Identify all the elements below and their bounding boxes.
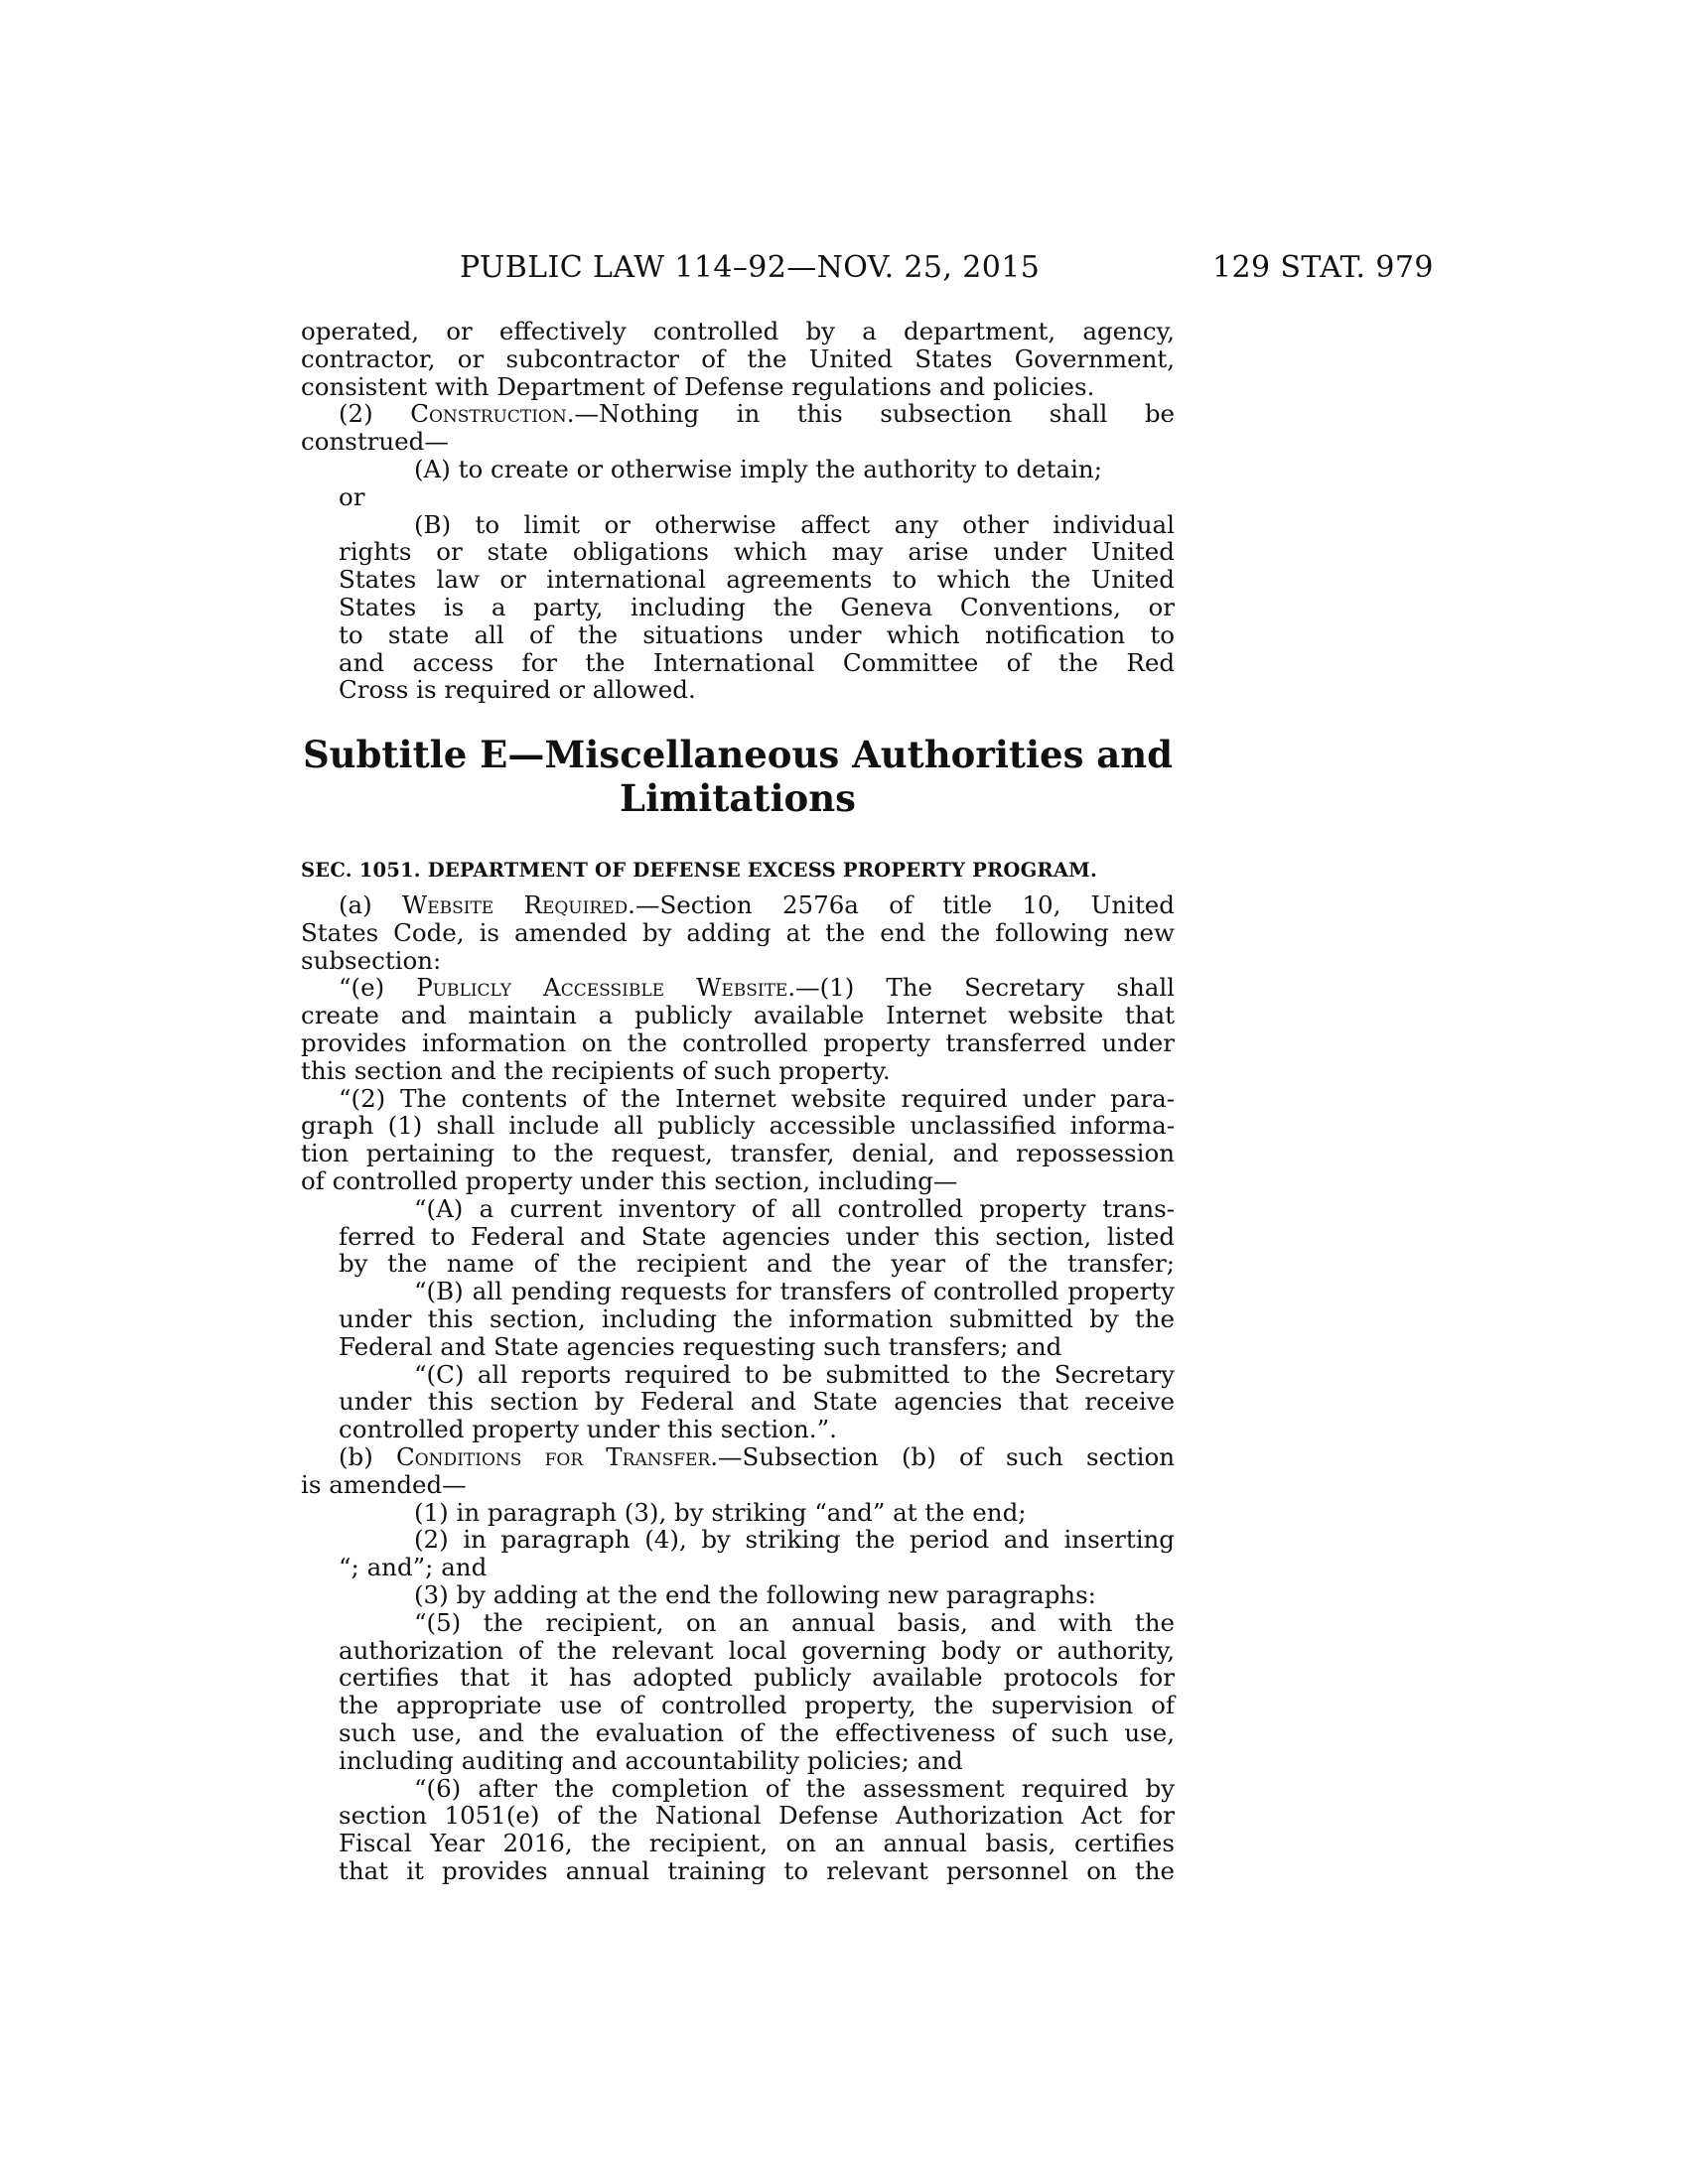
subsection-e-heading bbox=[301, 974, 1175, 1002]
text-line: consistent with Department of Defense regulations and policies. bbox=[301, 371, 1095, 401]
paragraph-label: Construction bbox=[410, 399, 567, 429]
text-line: contractor, or subcontractor of the United States Government, bbox=[301, 343, 1175, 373]
subsection-number: “(e) bbox=[339, 973, 385, 1003]
subtitle-line: Limitations bbox=[620, 776, 856, 820]
subsection-number: (a) bbox=[339, 890, 372, 919]
text-line: certifies that it has adopted publicly available protocols for bbox=[339, 1663, 1175, 1693]
subparagraph-b: “(B) all pending requests for transfers of controlled property bbox=[414, 1277, 1175, 1306]
text-line: create and maintain a publicly available Internet website that bbox=[301, 1001, 1175, 1030]
text-line: Federal and State agencies requesting such transfers; and bbox=[339, 1331, 1062, 1361]
amendment-3: (3) by adding at the end the following new paragraphs: bbox=[414, 1579, 1096, 1609]
text-line: and access for the International Committee of the Red bbox=[339, 647, 1175, 677]
text-line: this section and the recipients of such property. bbox=[301, 1055, 891, 1085]
text-line: under this section by Federal and State agencies that receive bbox=[339, 1387, 1175, 1417]
text-line: under this section, including the information submitted by the bbox=[339, 1303, 1175, 1333]
subsection-text: .—Section 2576a of title 10, United bbox=[628, 890, 1175, 919]
paragraph-2: “(2) The contents of the Internet website required under para- bbox=[339, 1083, 1175, 1113]
item-a: (A) to create or otherwise imply the authority to detain; bbox=[414, 454, 1102, 483]
text-line: graph (1) shall include all publicly accessible unclassified informa- bbox=[301, 1111, 1175, 1141]
text-line: such use, and the evaluation of the effectiveness of such use, bbox=[339, 1717, 1175, 1747]
new-paragraph-5: “(5) the recipient, on an annual basis, and with the bbox=[414, 1607, 1175, 1637]
new-paragraph-6: “(6) after the completion of the assessment required by bbox=[414, 1773, 1175, 1803]
section-heading: SEC. 1051. DEPARTMENT OF DEFENSE EXCESS PROPERTY PROGRAM. bbox=[301, 859, 1097, 882]
text-line: States law or international agreements to which the United bbox=[339, 565, 1175, 595]
text-line: is amended— bbox=[301, 1469, 467, 1499]
construction-heading bbox=[301, 400, 1175, 428]
text-line: tion pertaining to the request, transfer, denial, and repossession bbox=[301, 1139, 1175, 1168]
subsection-label: Publicly Accessible Website bbox=[416, 973, 788, 1003]
text-line: provides information on the controlled property transferred under bbox=[301, 1027, 1175, 1057]
section-body bbox=[301, 891, 1175, 1885]
continued-text bbox=[301, 318, 1175, 704]
subsection-a-heading bbox=[301, 891, 1175, 919]
text-line: construed— bbox=[301, 427, 449, 457]
text-line: subsection: bbox=[301, 945, 442, 975]
subparagraph-a: “(A) a current inventory of all controlled property trans- bbox=[414, 1193, 1175, 1223]
subsection-text: .—(1) The Secretary shall bbox=[787, 973, 1175, 1003]
subsection-label: Conditions for Transfer bbox=[396, 1441, 711, 1471]
text-line: of controlled property under this section, including— bbox=[301, 1165, 958, 1195]
amendment-1: (1) in paragraph (3), by striking “and” at the end; bbox=[414, 1497, 1027, 1527]
text-line: Fiscal Year 2016, the recipient, on an annual basis, certifies bbox=[339, 1829, 1175, 1858]
subtitle-line: Subtitle E—Miscellaneous Authorities and bbox=[302, 733, 1174, 776]
text-line: including auditing and accountability policies; and bbox=[339, 1745, 963, 1775]
statute-page-number: 129 STAT. 979 bbox=[1212, 250, 1434, 285]
page-header bbox=[0, 250, 1688, 290]
paragraph-text: .—Nothing in this subsection shall be bbox=[566, 399, 1175, 429]
item-b: (B) to limit or otherwise affect any other individual bbox=[414, 509, 1175, 539]
amendment-2: (2) in paragraph (4), by striking the period and inserting bbox=[414, 1525, 1175, 1555]
text-line: authorization of the relevant local governing body or authority, bbox=[339, 1635, 1175, 1665]
text-line: States Code, is amended by adding at the end the following new bbox=[301, 917, 1175, 947]
text-line: operated, or effectively controlled by a department, agency, bbox=[301, 317, 1175, 345]
subsection-b-heading bbox=[301, 1443, 1175, 1471]
text-line: controlled property under this section.”. bbox=[339, 1415, 837, 1444]
subsection-number: (b) bbox=[339, 1441, 373, 1471]
text-line: States is a party, including the Geneva Conventions, or bbox=[339, 592, 1175, 621]
running-head-title: PUBLIC LAW 114–92—NOV. 25, 2015 bbox=[460, 250, 1041, 285]
text-line: Cross is required or allowed. bbox=[339, 675, 696, 705]
text-line: that it provides annual training to relevant personnel on the bbox=[339, 1855, 1175, 1885]
text-line: the appropriate use of controlled property, the supervision of bbox=[339, 1691, 1175, 1720]
item-a-cont: or bbox=[339, 481, 365, 511]
text-line: to state all of the situations under which notification to bbox=[339, 619, 1175, 649]
subsection-text: .—Subsection (b) of such section bbox=[710, 1441, 1176, 1471]
text-line: “; and”; and bbox=[339, 1553, 488, 1582]
subtitle-heading bbox=[301, 733, 1175, 820]
text-line: rights or state obligations which may arise under United bbox=[339, 537, 1175, 567]
text-line: by the name of the recipient and the year of the transfer; bbox=[339, 1249, 1175, 1279]
paragraph-number: (2) bbox=[339, 399, 373, 429]
text-line: ferred to Federal and State agencies under this section, listed bbox=[339, 1221, 1175, 1251]
subparagraph-c: “(C) all reports required to be submitted to the Secretary bbox=[414, 1359, 1175, 1389]
text-line: section 1051(e) of the National Defense Authorization Act for bbox=[339, 1801, 1175, 1831]
subsection-label: Website Required bbox=[402, 890, 629, 919]
